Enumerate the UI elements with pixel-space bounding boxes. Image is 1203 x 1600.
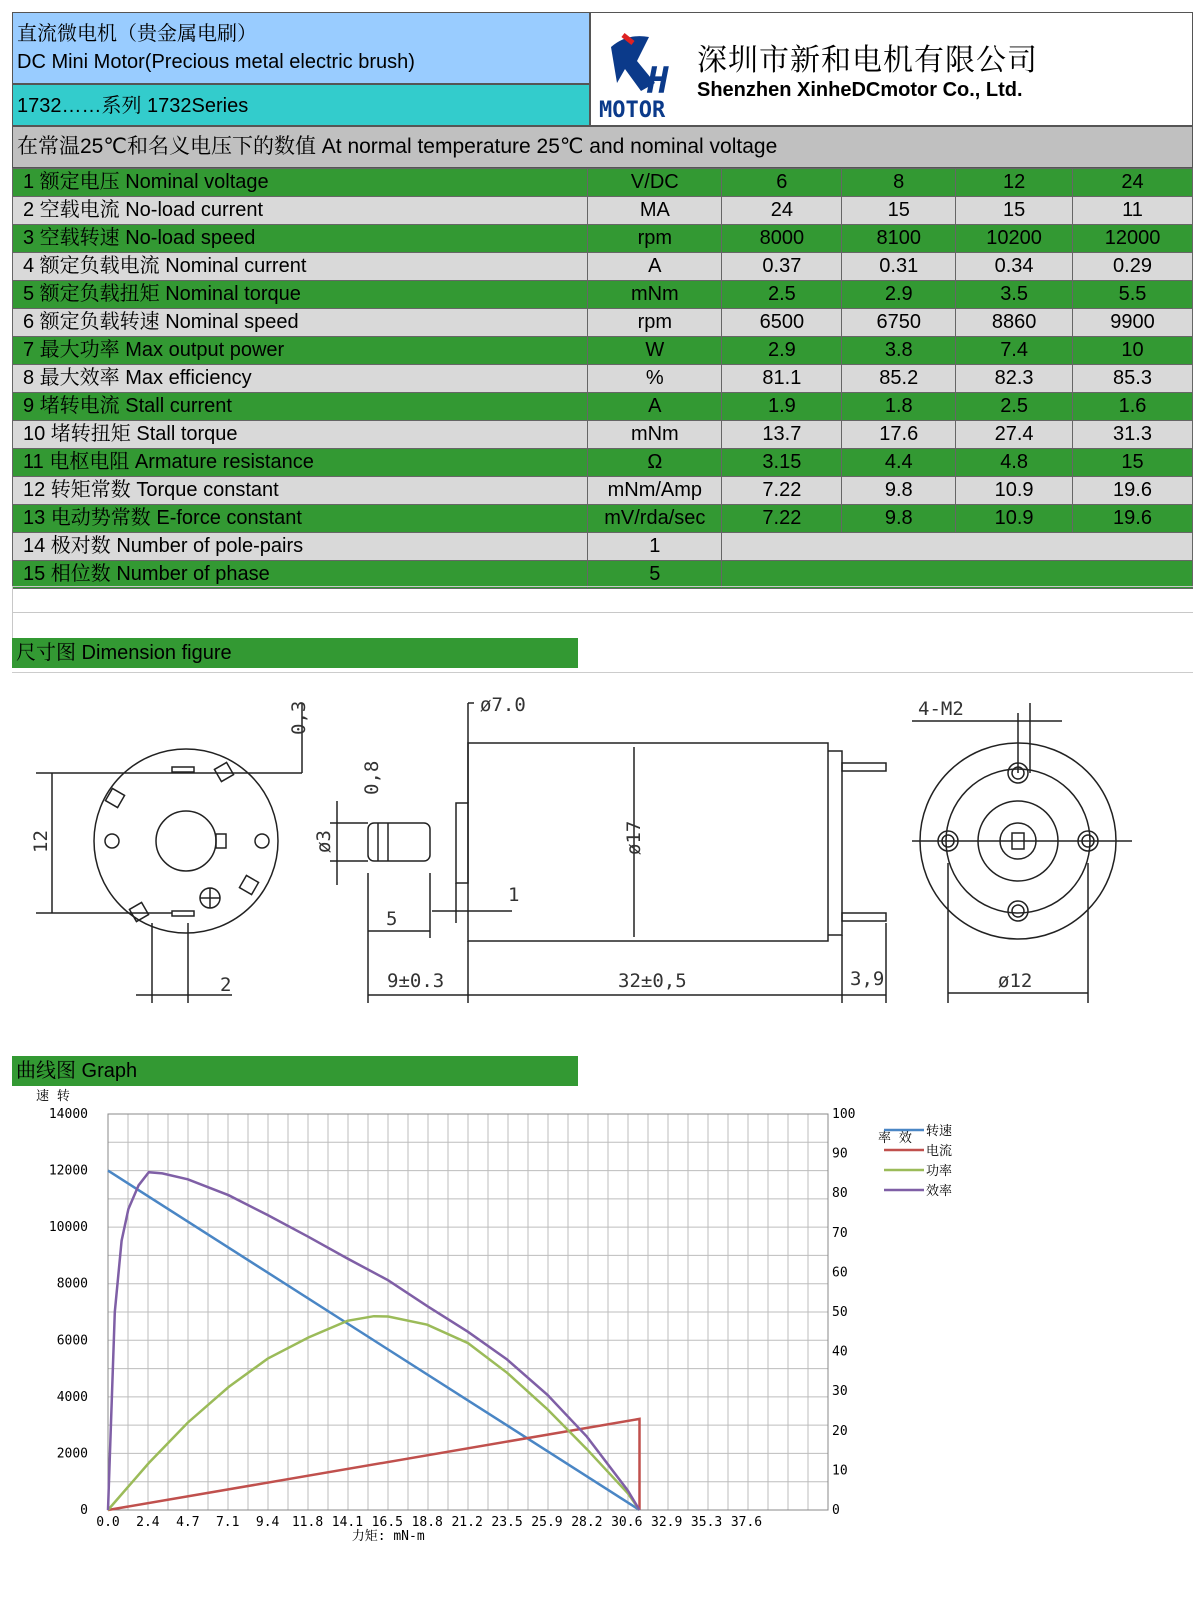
spec-label: 1 额定电压 Nominal voltage: [13, 169, 588, 197]
spec-value: 1.6: [1073, 393, 1193, 421]
spec-value: 27.4: [956, 421, 1073, 449]
spec-row: [13, 449, 1193, 477]
title-en: DC Mini Motor(Precious metal electric brush): [17, 51, 415, 73]
spec-unit: 1: [588, 533, 722, 561]
spec-label: 11 电枢电阻 Armature resistance: [13, 449, 588, 477]
spec-value: 19.6: [1073, 477, 1193, 505]
y-right-tick: 60: [832, 1265, 848, 1281]
spec-value: 8000: [722, 225, 842, 253]
spec-row: [13, 477, 1193, 505]
spec-value: 24: [722, 197, 842, 225]
series-label: 1732……系列 1732Series: [17, 95, 249, 117]
spec-label: 12 转矩常数 Torque constant: [13, 477, 588, 505]
spec-row: [13, 253, 1193, 281]
y-right-tick: 0: [832, 1503, 840, 1518]
legend-label: 电流: [926, 1144, 953, 1159]
series-block: [12, 84, 590, 126]
spec-value: 9.8: [842, 477, 956, 505]
spec-row: [13, 169, 1193, 197]
y-left-tick: 2000: [56, 1446, 88, 1462]
spec-value: 10200: [956, 225, 1073, 253]
spec-value: 0.31: [842, 253, 956, 281]
x-tick: 37.6: [730, 1515, 763, 1530]
company-name-en: Shenzhen XinheDCmotor Co., Ltd.: [697, 79, 1023, 101]
spec-value: 81.1: [722, 365, 842, 393]
y-left-tick: 14000: [48, 1107, 88, 1122]
svg-text:H: H: [647, 61, 669, 102]
dim-3-9: 3,9: [850, 968, 885, 990]
y-right-tick: 30: [832, 1384, 848, 1400]
spec-row: [13, 533, 1193, 561]
x-tick: 2.4: [136, 1515, 160, 1530]
spec-value: 9.8: [842, 505, 956, 533]
dim-3: ø3: [313, 830, 335, 853]
spec-row: [13, 365, 1193, 393]
spec-label: 13 电动势常数 E-force constant: [13, 505, 588, 533]
spec-unit: A: [588, 253, 722, 281]
x-tick: 11.8: [291, 1515, 324, 1530]
spec-label: 7 最大功率 Max output power: [13, 337, 588, 365]
spec-row: [13, 309, 1193, 337]
spec-value: 3.15: [722, 449, 842, 477]
dim-32: 32±0,5: [618, 970, 687, 992]
spec-row: [13, 197, 1193, 225]
spec-value: 10.9: [956, 505, 1073, 533]
dim-0-3: 0,3: [288, 700, 310, 735]
spec-row: [13, 393, 1193, 421]
dim-12: 12: [30, 830, 52, 853]
spec-value: 1.8: [842, 393, 956, 421]
x-tick: 30.6: [611, 1515, 643, 1530]
legend-label: 转速: [926, 1124, 953, 1139]
spec-value: 4.8: [956, 449, 1073, 477]
spec-value: 10.9: [956, 477, 1073, 505]
spec-empty: [722, 533, 1193, 561]
spec-unit: A: [588, 393, 722, 421]
svg-text:MOTOR: MOTOR: [599, 98, 666, 121]
spec-value: 5.5: [1073, 281, 1193, 309]
spec-value: 9900: [1073, 309, 1193, 337]
spec-value: 8: [842, 169, 956, 197]
spec-table: [12, 168, 1193, 589]
spec-value: 13.7: [722, 421, 842, 449]
spec-label: 4 额定负载电流 Nominal current: [13, 253, 588, 281]
company-block: [590, 12, 1193, 126]
spec-empty: [722, 561, 1193, 589]
y-right-tick: 20: [832, 1423, 848, 1439]
spec-value: 7.4: [956, 337, 1073, 365]
spec-unit: mNm: [588, 421, 722, 449]
y-right-tick: 80: [832, 1186, 848, 1202]
spec-label: 6 额定负载转速 Nominal speed: [13, 309, 588, 337]
spec-value: 0.29: [1073, 253, 1193, 281]
spec-value: 10: [1073, 337, 1193, 365]
graph-area: [12, 1086, 1193, 1560]
title-cn: 直流微电机（贵金属电刷）: [17, 23, 257, 45]
spec-value: 85.3: [1073, 365, 1193, 393]
spec-value: 8860: [956, 309, 1073, 337]
spec-label: 14 极对数 Number of pole-pairs: [13, 533, 588, 561]
spec-label: 8 最大效率 Max efficiency: [13, 365, 588, 393]
spec-unit: MA: [588, 197, 722, 225]
dim-7-0: ø7.0: [480, 694, 526, 716]
dim-5: 5: [386, 908, 398, 930]
dim-0-8: 0,8: [361, 760, 383, 795]
y-right-tick: 10: [832, 1463, 848, 1479]
spec-value: 0.34: [956, 253, 1073, 281]
spec-value: 17.6: [842, 421, 956, 449]
dim-9: 9±0.3: [387, 970, 445, 992]
spec-label: 15 相位数 Number of phase: [13, 561, 588, 589]
spec-value: 4.4: [842, 449, 956, 477]
spec-unit: mNm/Amp: [588, 477, 722, 505]
dim-2: 2: [220, 974, 232, 996]
legend-label: 功率: [926, 1164, 953, 1179]
x-tick: 32.9: [651, 1515, 683, 1530]
spec-value: 2.5: [722, 281, 842, 309]
spec-row: [13, 561, 1193, 589]
spec-unit: V/DC: [588, 169, 722, 197]
spec-value: 1.9: [722, 393, 842, 421]
spec-value: 82.3: [956, 365, 1073, 393]
conditions-row: 在常温25℃和名义电压下的数值 At normal temperature 25℃ and nominal voltage: [12, 126, 1193, 168]
x-tick: 35.3: [690, 1515, 723, 1530]
spec-value: 15: [842, 197, 956, 225]
y-left-tick: 10000: [48, 1220, 88, 1236]
y-left-tick: 6000: [56, 1333, 88, 1349]
spec-value: 12000: [1073, 225, 1193, 253]
spec-value: 7.22: [722, 477, 842, 505]
spec-value: 3.5: [956, 281, 1073, 309]
spec-value: 8100: [842, 225, 956, 253]
spec-label: 9 堵转电流 Stall current: [13, 393, 588, 421]
spec-value: 15: [956, 197, 1073, 225]
spec-value: 7.22: [722, 505, 842, 533]
x-tick: 21.2: [451, 1515, 483, 1530]
spec-row: [13, 421, 1193, 449]
spec-value: 12: [956, 169, 1073, 197]
spec-row: [13, 337, 1193, 365]
spec-unit: Ω: [588, 449, 722, 477]
spec-label: 2 空载电流 No-load current: [13, 197, 588, 225]
spec-value: 3.8: [842, 337, 956, 365]
spec-label: 3 空载转速 No-load speed: [13, 225, 588, 253]
dimension-drawing-area: [12, 672, 1193, 1050]
x-tick: 28.2: [571, 1515, 603, 1530]
spec-value: 2.9: [842, 281, 956, 309]
x-tick: 14.1: [331, 1515, 364, 1530]
y-left-tick: 0: [80, 1503, 88, 1518]
spec-unit: 5: [588, 561, 722, 589]
y-left-tick: 8000: [56, 1276, 88, 1292]
dimension-drawing: [12, 673, 1193, 1051]
spec-value: 24: [1073, 169, 1193, 197]
x-tick: 0.0: [96, 1515, 120, 1530]
performance-chart: [12, 1086, 1193, 1560]
header-title-block: [12, 12, 590, 84]
dim-17: ø17: [623, 820, 645, 855]
x-tick: 4.7: [176, 1515, 200, 1530]
y-left-label: 速 转: [36, 1089, 70, 1104]
y-right-tick: 90: [832, 1146, 848, 1162]
y-right-tick: 70: [832, 1225, 848, 1241]
dim-1: 1: [508, 884, 520, 906]
x-tick: 16.5: [371, 1515, 403, 1530]
spec-label: 10 堵转扭矩 Stall torque: [13, 421, 588, 449]
x-tick: 23.5: [491, 1515, 523, 1530]
spec-row: [13, 281, 1193, 309]
spec-row: [13, 225, 1193, 253]
empty-grid-rows: [12, 586, 1193, 638]
y-right-tick: 50: [832, 1305, 848, 1320]
y-right-tick: 40: [832, 1344, 848, 1360]
spec-value: 6: [722, 169, 842, 197]
x-tick: 18.8: [411, 1515, 443, 1530]
spec-value: 6750: [842, 309, 956, 337]
spec-value: 85.2: [842, 365, 956, 393]
spec-row: [13, 505, 1193, 533]
y-right-label: 率 效: [878, 1131, 912, 1146]
y-left-tick: 12000: [48, 1163, 88, 1179]
spec-value: 31.3: [1073, 421, 1193, 449]
spec-unit: rpm: [588, 309, 722, 337]
spec-value: 0.37: [722, 253, 842, 281]
legend-label: 效率: [926, 1184, 953, 1199]
y-left-tick: 4000: [56, 1389, 88, 1405]
company-name-cn: 深圳市新和电机有限公司: [697, 43, 1038, 78]
dim-12b: ø12: [998, 970, 1033, 992]
spec-value: 19.6: [1073, 505, 1193, 533]
x-tick: 25.9: [531, 1515, 563, 1530]
x-label: 力矩: mN-m: [351, 1529, 425, 1544]
spec-unit: W: [588, 337, 722, 365]
spec-unit: mV/rda/sec: [588, 505, 722, 533]
x-tick: 9.4: [255, 1515, 280, 1530]
spec-unit: mNm: [588, 281, 722, 309]
spec-value: 2.5: [956, 393, 1073, 421]
spec-value: 2.9: [722, 337, 842, 365]
spec-unit: %: [588, 365, 722, 393]
dim-4-m2: 4-M2: [918, 698, 964, 720]
x-tick: 7.1: [215, 1515, 240, 1530]
spec-value: 11: [1073, 197, 1193, 225]
spec-unit: rpm: [588, 225, 722, 253]
company-logo: [597, 21, 687, 121]
graph-title: 曲线图 Graph: [12, 1056, 578, 1086]
spec-label: 5 额定负载扭矩 Nominal torque: [13, 281, 588, 309]
spec-value: 15: [1073, 449, 1193, 477]
spec-value: 6500: [722, 309, 842, 337]
dimension-title: 尺寸图 Dimension figure: [12, 638, 578, 668]
y-right-tick: 100: [832, 1107, 856, 1122]
